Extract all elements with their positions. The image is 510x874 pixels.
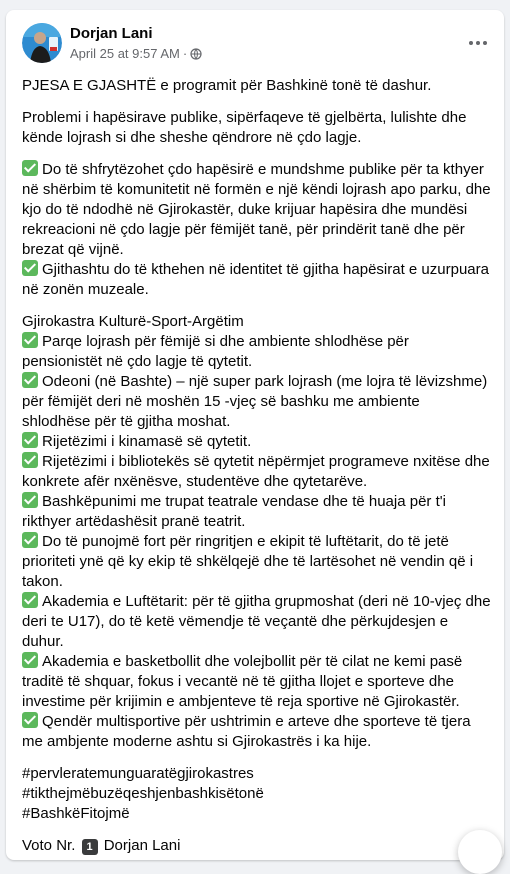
post-problem: Problemi i hapësirave publike, sipërfaqeve të gjelbërta, lulishte dhe kënde lojrash si dhe sheshe qëndrore në çdo lagje. <box>22 109 467 146</box>
hashtag-link[interactable]: #BashkëFitojmë <box>22 805 130 822</box>
check-mark-icon <box>22 592 38 608</box>
list-item: Gjithashtu do të kthehen në identitet të gjitha hapësirat e uzurpuara në zonën muzeale. <box>22 261 489 298</box>
floating-action-button[interactable] <box>458 830 502 874</box>
post-card <box>6 10 504 860</box>
check-mark-icon <box>22 432 38 448</box>
list-item: Qendër multisportive për ushtrimin e arteve dhe sporteve të tjera me ambjente moderne ashtu si Gjirokastrës i ka hije. <box>22 713 471 750</box>
section-title: Gjirokastra Kulturë-Sport-Argëtim <box>22 313 244 330</box>
list-item: Odeoni (në Bashte) – një super park lojrash (me lojra të lëvizshme) për fëmijët deri në moshën 15 -vjeç së bashku me ambiente shlodhëse për të gjitha moshat. <box>22 373 488 430</box>
check-mark-icon <box>22 260 38 276</box>
list-item: Rijetëzimi i bibliotekës së qytetit nëpërmjet programeve nxitëse dhe konkrete afër nxënësve, studentëve dhe qytetarëve. <box>22 453 490 490</box>
more-options-button[interactable] <box>460 25 496 61</box>
check-mark-icon <box>22 332 38 348</box>
post-content <box>22 76 492 856</box>
list-item: Rijetëzimi i kinamasë së qytetit. <box>22 432 492 452</box>
vote-name: Dorjan Lani <box>103 837 181 854</box>
meta-separator: · <box>182 46 188 61</box>
post-meta <box>70 46 202 62</box>
check-mark-icon <box>22 452 38 468</box>
post-timestamp[interactable]: April 25 at 9:57 AM <box>70 46 180 61</box>
check-mark-icon <box>22 652 38 668</box>
author-name[interactable]: Dorjan Lani <box>70 25 153 42</box>
list-item: Akademia e Luftëtarit: për të gjitha grupmoshat (deri në 10-vjeç dhe deri te U17), do të ketë vëmendje të veçantë dhe përkujdesjen e duhur. <box>22 593 491 650</box>
profile-photo <box>22 23 62 63</box>
post-header <box>6 10 504 70</box>
vote-line <box>22 836 492 856</box>
more-horizontal-icon <box>468 40 488 46</box>
avatar[interactable] <box>22 23 62 63</box>
check-mark-icon <box>22 532 38 548</box>
hashtag-link[interactable]: #tikthejmëbuzëqeshjenbashkisëtonë <box>22 785 264 802</box>
list-item: Do të shfrytëzohet çdo hapësirë e mundshme publike për ta kthyer në shërbim të komunitetit në formën e një këndi lojrash apo parku, dhe kjo do të ndodhë në Gjirokastër, duke krijuar hapësira dhe mundësi rekreacioni në çdo lagje për fëmijët tanë, për prindërit tanë dhe për brezat që vijnë. <box>22 161 491 258</box>
list-item: Parqe lojrash për fëmijë si dhe ambiente shlodhëse për pensionistët në çdo lagje të qytetit. <box>22 333 409 370</box>
check-mark-icon <box>22 160 38 176</box>
check-mark-icon <box>22 372 38 388</box>
post-intro: PJESA E GJASHTË e programit për Bashkinë tonë të dashur. <box>22 77 432 94</box>
globe-icon <box>190 48 202 60</box>
hashtag-link[interactable]: #pervleratemunguaratëgjirokastres <box>22 765 254 782</box>
check-mark-icon <box>22 712 38 728</box>
check-mark-icon <box>22 492 38 508</box>
list-item: Akademia e basketbollit dhe volejbollit për të cilat ne kemi pasë traditë të shquar, fokus i vecantë në të gjitha llojet e sporteve dhe investime për krijimin e ambjenteve të reja sportive në Gjirokastër. <box>22 653 463 710</box>
list-item: Bashkëpunimi me trupat teatrale vendase dhe të huaja për t'i rikthyer artëdashësit pranë teatrit. <box>22 493 446 530</box>
list-item: Do të punojmë fort për ringritjen e ekipit të luftëtarit, do të jetë prioriteti ynë që ky ekip të shkëlqejë dhe të lartësohet në vendin që i takon. <box>22 533 474 590</box>
number-one-icon: 1 <box>82 839 98 855</box>
vote-prefix: Voto Nr. <box>22 837 76 854</box>
